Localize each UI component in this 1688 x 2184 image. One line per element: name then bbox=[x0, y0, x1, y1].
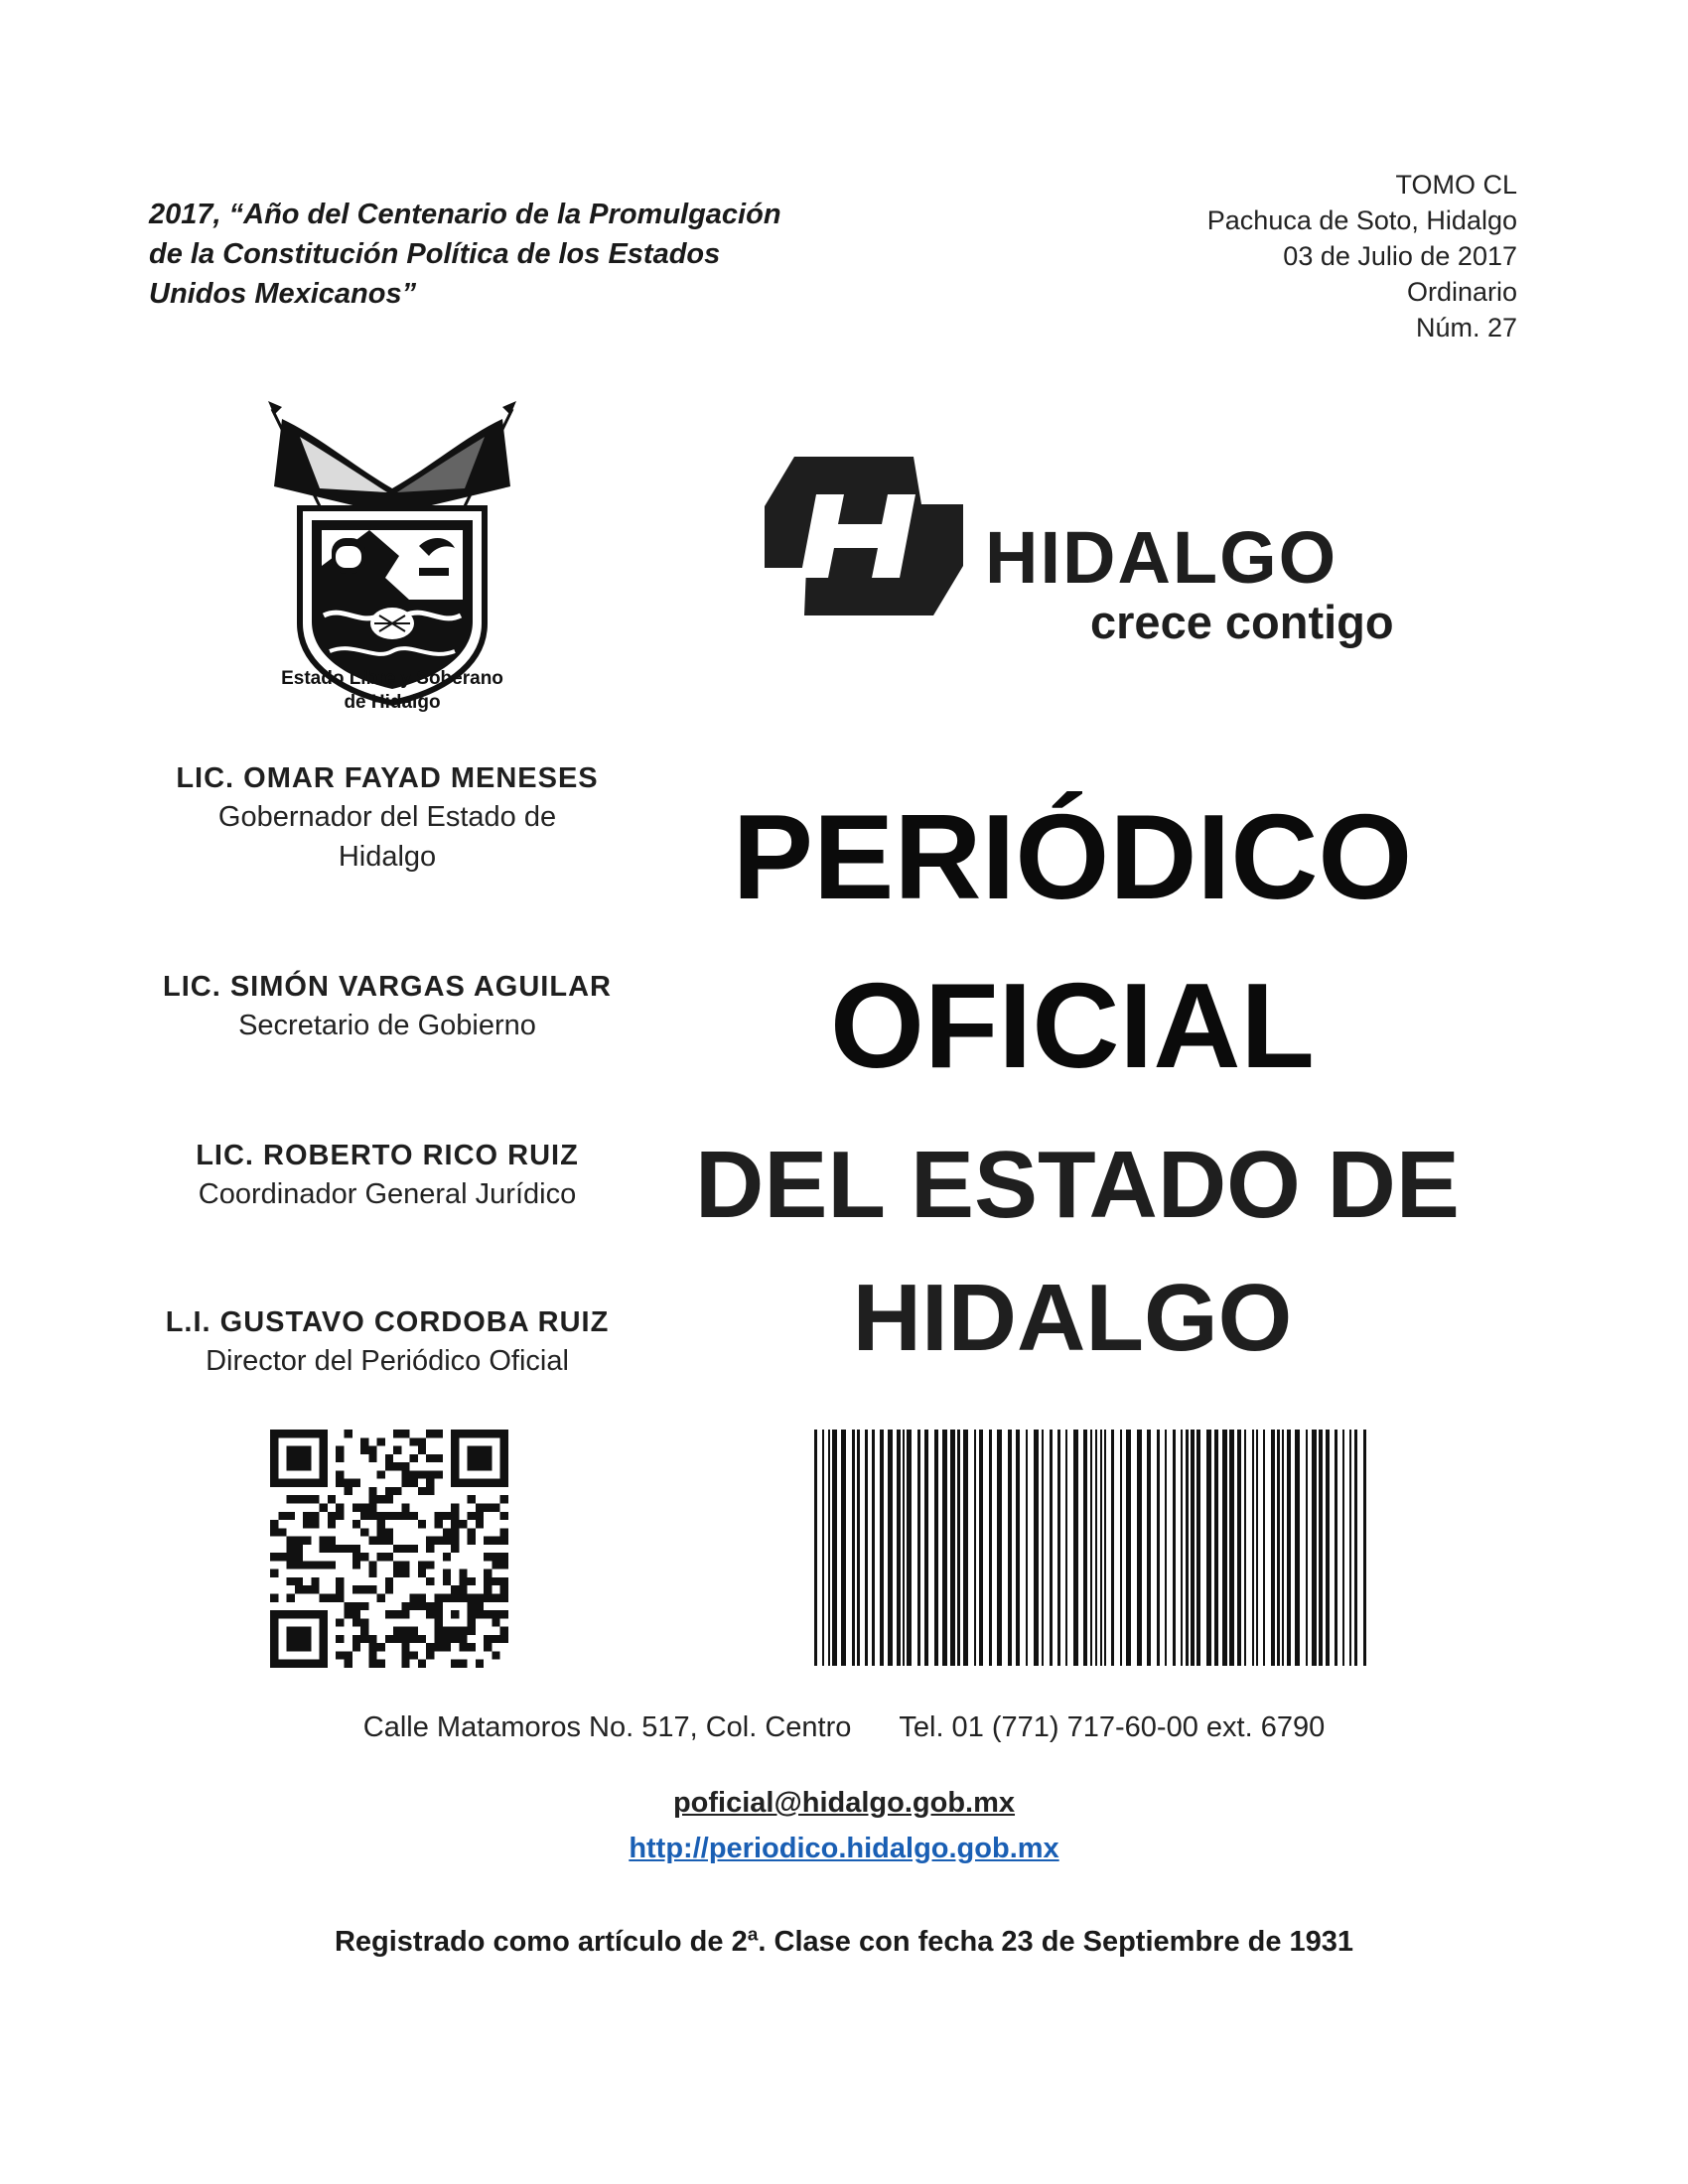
title-line-2: OFICIAL bbox=[830, 958, 1315, 1093]
official-name: LIC. SIMÓN VARGAS AGUILAR bbox=[163, 971, 612, 1003]
barcode-icon bbox=[812, 1430, 1368, 1666]
issue-date: 03 de Julio de 2017 bbox=[1283, 241, 1517, 271]
title-line-4: HIDALGO bbox=[852, 1265, 1293, 1371]
year-motto bbox=[149, 195, 844, 314]
email-link[interactable]: poficial@hidalgo.gob.mx bbox=[672, 1787, 1016, 1819]
issue-number: Núm. 27 bbox=[1415, 313, 1517, 342]
official-role: Director del Periódico Oficial bbox=[206, 1345, 569, 1377]
qr-code-icon bbox=[270, 1430, 508, 1668]
official-name: LIC. ROBERTO RICO RUIZ bbox=[196, 1140, 579, 1171]
official-role: Gobernador del Estado de bbox=[217, 801, 557, 833]
title-line-3: DEL ESTADO DE bbox=[695, 1132, 1460, 1238]
coat-of-arms-icon bbox=[260, 397, 524, 711]
hidalgo-brand-logo bbox=[765, 457, 1420, 655]
motto-line: Unidos Mexicanos” bbox=[149, 278, 417, 310]
website-link[interactable]: http://periodico.hidalgo.gob.mx bbox=[629, 1833, 1059, 1864]
official-entry bbox=[139, 759, 635, 877]
seal-caption-line: de Hidalgo bbox=[344, 692, 441, 713]
issue-place: Pachuca de Soto, Hidalgo bbox=[1206, 205, 1517, 235]
official-role: Coordinador General Jurídico bbox=[198, 1178, 577, 1210]
issue-info bbox=[1207, 167, 1517, 345]
seal-caption-line: Estado Libre y Soberano bbox=[281, 668, 503, 689]
phone-text: Tel. 01 (771) 717-60-00 ext. 6790 bbox=[899, 1711, 1326, 1743]
official-role: Secretario de Gobierno bbox=[238, 1010, 536, 1041]
contact-line bbox=[0, 1711, 1688, 1744]
official-entry bbox=[139, 968, 635, 1045]
official-entry bbox=[139, 1137, 635, 1214]
motto-line: 2017, “Año del Centenario de la Promulgación bbox=[149, 199, 781, 230]
official-name: L.I. GUSTAVO CORDOBA RUIZ bbox=[165, 1306, 610, 1338]
h-logo-icon bbox=[765, 457, 963, 615]
seal-caption bbox=[218, 667, 566, 715]
registration-note: Registrado como artículo de 2ª. Clase con fecha 23 de Septiembre de 1931 bbox=[334, 1926, 1354, 1958]
motto-line: de la Constitución Política de los Estados bbox=[149, 238, 721, 270]
official-role: Hidalgo bbox=[338, 841, 437, 873]
official-entry bbox=[139, 1303, 635, 1381]
address-text: Calle Matamoros No. 517, Col. Centro bbox=[362, 1711, 852, 1743]
brand-name: HIDALGO bbox=[985, 516, 1338, 599]
title-line-1: PERIÓDICO bbox=[732, 789, 1413, 924]
issue-type: Ordinario bbox=[1406, 277, 1517, 307]
issue-volume: TOMO CL bbox=[1395, 170, 1517, 200]
official-name: LIC. OMAR FAYAD MENESES bbox=[176, 762, 599, 794]
brand-slogan: crece contigo bbox=[1090, 596, 1394, 648]
